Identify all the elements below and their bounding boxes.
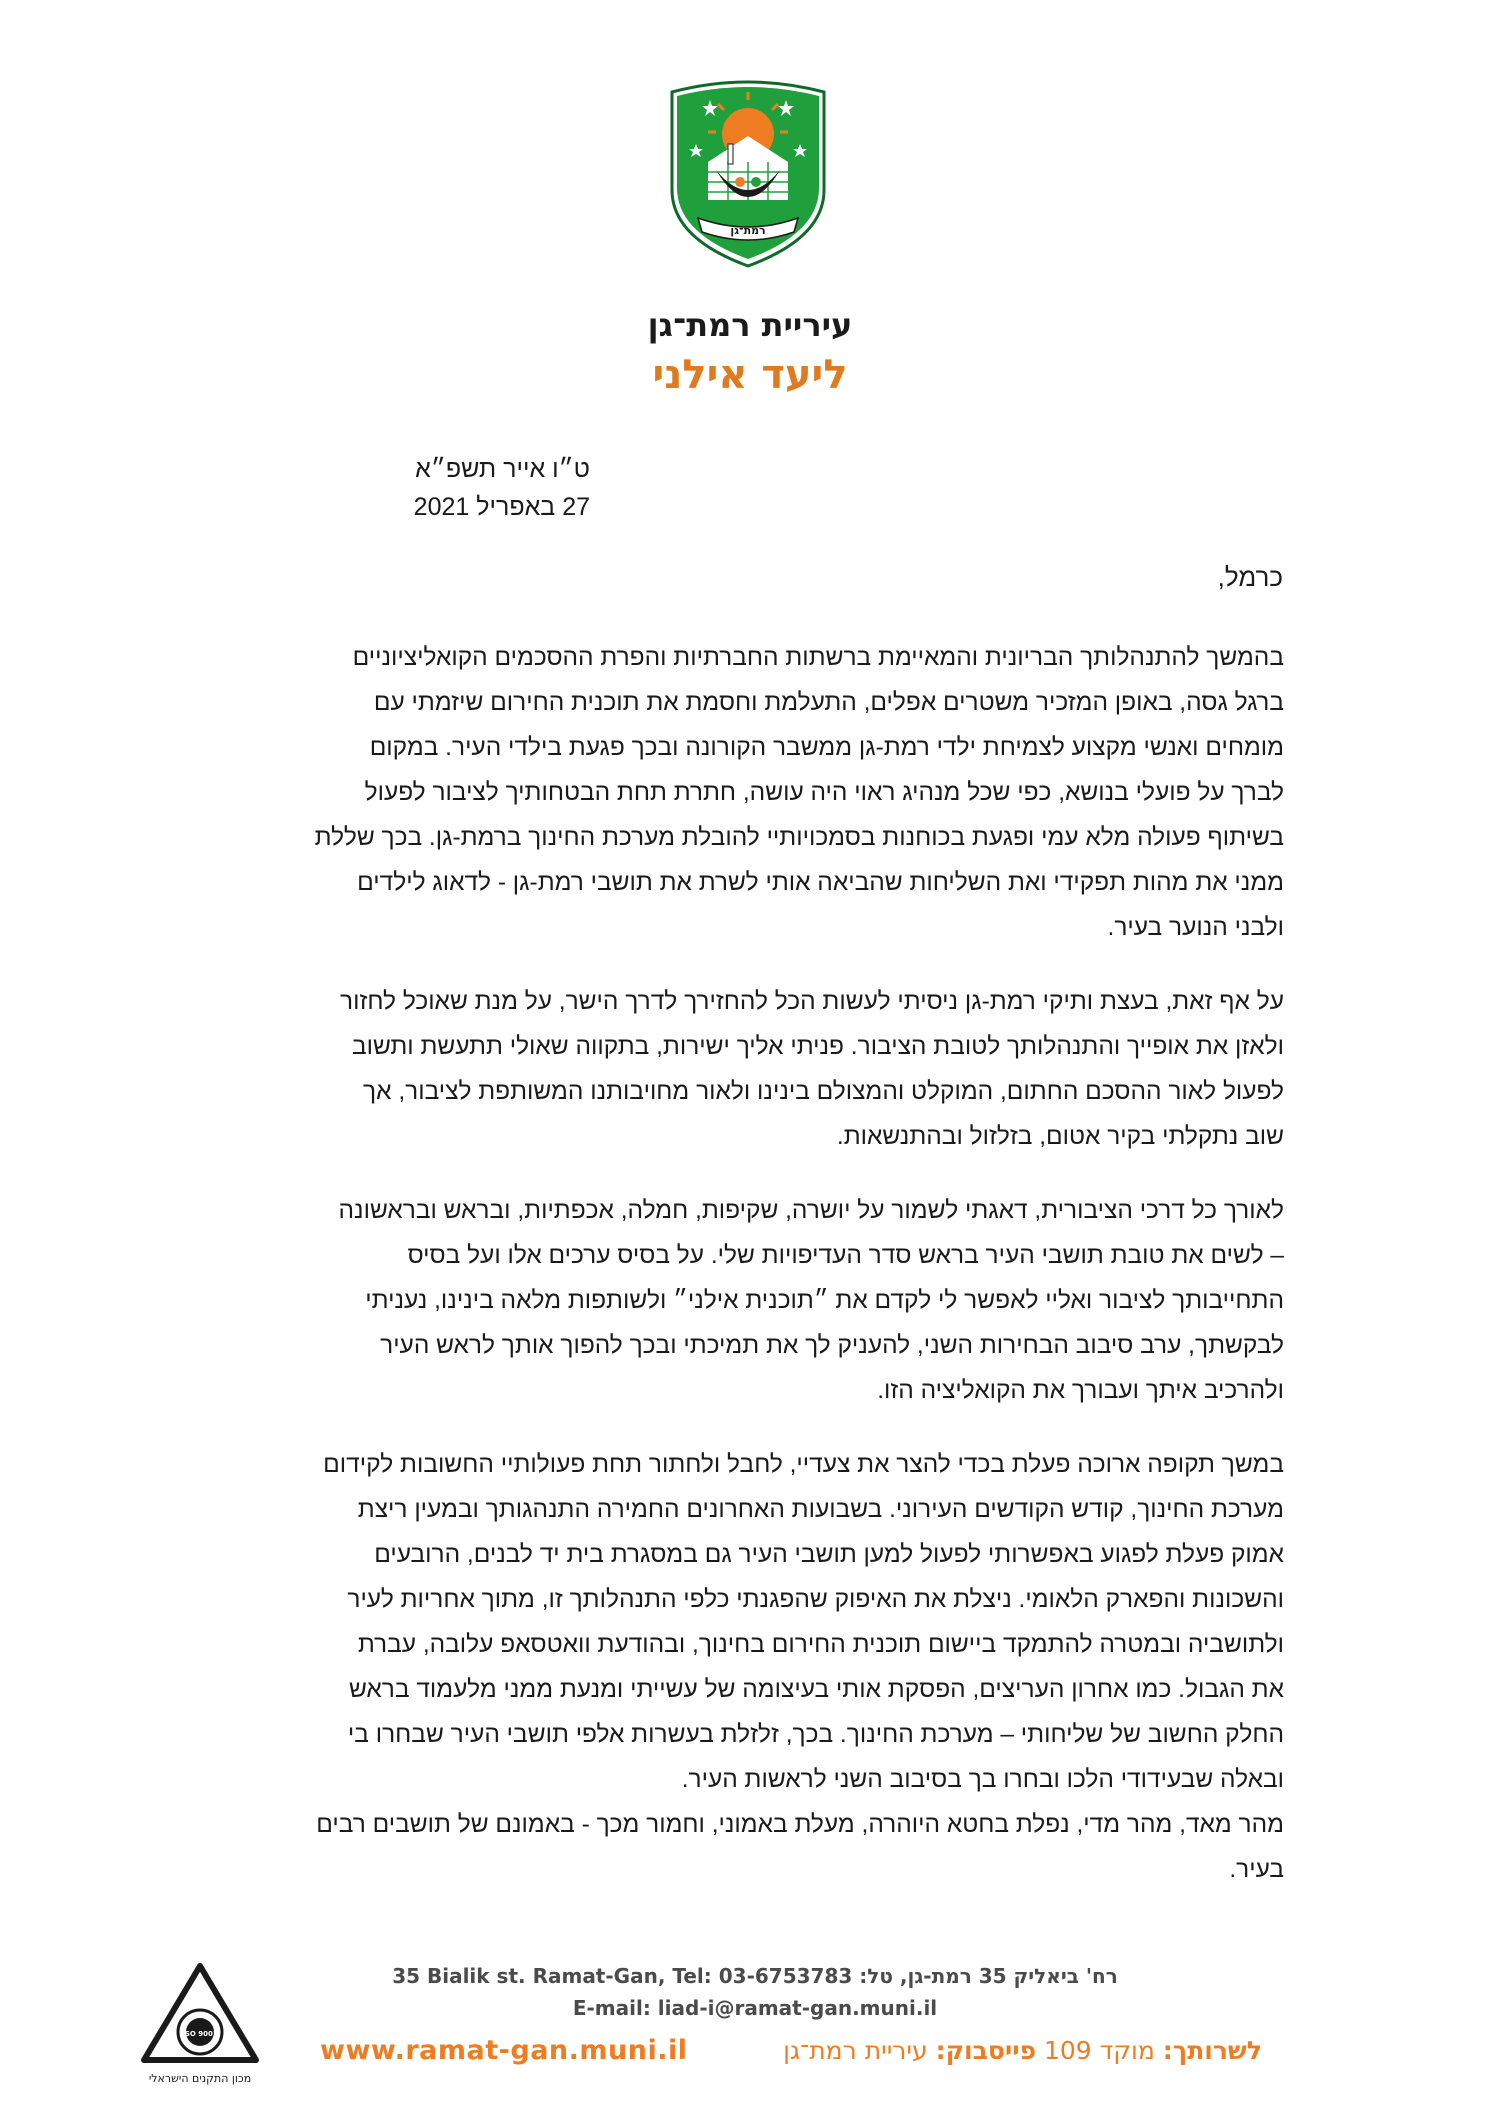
facebook-label: פייסבוק: <box>935 2035 1037 2065</box>
letter-body <box>236 635 1284 1892</box>
sender-name: ליעד אילני <box>652 352 848 398</box>
salutation: כרמל, <box>1217 562 1283 592</box>
gregorian-date: 27 באפריל 2021 <box>413 493 590 521</box>
hebrew-date: ט״ו אייר תשפ״א <box>415 455 590 483</box>
line: על אף זאת, בעצת ותיקי רמת-גן ניסיתי לעשות הכל להחזירך לדרך הישר, על מנת שאוכל לחזור <box>340 988 1284 1015</box>
line: לבקשתך, ערב סיבוב הבחירות השני, להעניק לך את תמיכתי ובכך להפוך אותך לראש העיר <box>380 1332 1284 1359</box>
institute-caption-text: מכון התקנים הישראלי <box>148 2072 252 2085</box>
website-link[interactable]: www.ramat-gan.muni.il <box>320 2034 688 2066</box>
footer-contacts <box>320 2030 1262 2070</box>
line: את הגבול. כמו אחרון העריצים, הפסקת אותי בעיצומה של עשייתי ומנעת ממני מלעמוד בראש <box>349 1676 1284 1703</box>
line: בהמשך להתנהלותך הבריונית והמאיימת ברשתות החברתיות והפרת ההסכמים הקואליציוניים <box>352 644 1284 671</box>
line: ולאזן את אופייך והתנהלותך לטובת הציבור. פניתי אליך ישירות, בתקווה שאולי תתעשת ותשוב <box>351 1033 1284 1060</box>
line: לאורך כל דרכי הציבורית, דאגתי לשמור על יושרה, שקיפות, חמלה, אכפתיות, ובראש ובראשונה <box>338 1197 1284 1224</box>
facebook-text[interactable]: עיריית רמת־גן <box>783 2035 928 2065</box>
line: מומחים ואנשי מקצוע לצמיחת ילדי רמת-גן ממשבר הקורונה ובכך פגעת בילדי העיר. במקום <box>369 734 1284 761</box>
service-text: מוקד 109 <box>1043 2035 1155 2065</box>
line: במשך תקופה ארוכה פעלת בכדי להצר את צעדיי, לחבל ולחתור תחת פעולותיי החשובות לקידום <box>323 1451 1284 1478</box>
paragraph-1 <box>236 635 1284 950</box>
line: שוב נתקלתי בקיר אטום, בזלזול ובהתנשאות. <box>836 1123 1284 1150</box>
paragraph-5 <box>236 1802 1284 1892</box>
line: אמוק פעלת לפגוע באפשרותי לפעול למען תושבי העיר גם במסגרת בית יד לבנים, הרובעים <box>374 1541 1284 1568</box>
date-block <box>300 450 590 526</box>
institute-mark-text: ISO 9001 <box>182 2030 218 2038</box>
line: החלק החשוב של שליחותי – מערכת החינוך. בכך, זלזלת בעשרות אלפי תושבי העיר שבחרו בי <box>347 1721 1284 1748</box>
ramat-gan-emblem-icon <box>668 78 828 268</box>
emblem-banner-text: רמת־גן <box>730 224 766 237</box>
line: בעיר. <box>1229 1856 1284 1883</box>
line: לפעול לאור ההסכם החתום, המוקלט והמצולם בינינו ולאור מחויבותנו המשותפת לציבור, אך <box>363 1078 1284 1105</box>
line: ולתושביה ובמטרה להתמקד ביישום תוכנית החירום בחינוך, ובהודעת וואטסאפ עלובה, עברת <box>357 1631 1284 1658</box>
line: בשיתוף פעולה מלא עמי ופגעת בכוחנות בסמכויותיי להובלת מערכת החינוך ברמת-גן. בכך שללת <box>314 824 1284 851</box>
paragraph-2 <box>236 979 1284 1159</box>
line: – לשים את טובת תושבי העיר בראש סדר העדיפויות שלי. על בסיס ערכים אלו ועל בסיס <box>407 1242 1284 1269</box>
line: והשכונות והפארק הלאומי. ניצלת את האיפוק שהפגנתי כלפי התנהלותך זו, מתוך אחריות לעיר <box>347 1586 1284 1613</box>
service-line <box>783 2036 1262 2065</box>
line: לברך על פועלי בנושא, כפי שכל מנהיג ראוי היה עושה, חתרת תחת הבטחותיך לציבור לפעול <box>364 779 1284 806</box>
paragraph-4 <box>236 1442 1284 1802</box>
footer-email[interactable]: E-mail: liad-i@ramat-gan.muni.il <box>572 1996 938 2020</box>
line: התחייבותך לציבור ואליי לאפשר לי לקדם את ״תוכנית אילני״ ולשותפות מלאה בינינו, נעניתי <box>365 1287 1284 1314</box>
standards-institute-logo-icon <box>138 1960 263 2090</box>
line: ולבני הנוער בעיר. <box>1107 914 1284 941</box>
paragraph-3 <box>236 1188 1284 1413</box>
line: מערכת החינוך, קודש הקודשים העירוני. בשבועות האחרונים החמירה התנהגותך ובמעין ריצת <box>357 1496 1284 1523</box>
line: ממני את מהות תפקידי ואת השליחות שהביאה אותי לשרת את תושבי רמת-גן - לדאוג לילדים <box>357 869 1284 896</box>
line: מהר מאד, מהר מדי, נפלת בחטא היוהרה, מעלת באמוני, וחמור מכך - באמונם של תושבים רבים <box>316 1811 1284 1838</box>
line: ברגל גסה, באופן המזכיר משטרים אפלים, התעלמת וחסמת את תוכנית החירום שיזמתי עם <box>373 689 1284 716</box>
line: ובאלה שבעידודי הלכו ובחרו בך בסיבוב השני לראשות העיר. <box>681 1766 1284 1793</box>
footer-address: 35 Bialik st. Ramat-Gan, Tel: 03-6753783 :רח' ביאליק 35 רמת-גן, טל <box>392 1964 1118 1988</box>
service-label: לשרותך: <box>1162 2035 1262 2065</box>
municipality-name: עיריית רמת־גן <box>647 306 853 344</box>
line: ולהרכיב איתך ועבורך את הקואליציה הזו. <box>877 1377 1284 1404</box>
